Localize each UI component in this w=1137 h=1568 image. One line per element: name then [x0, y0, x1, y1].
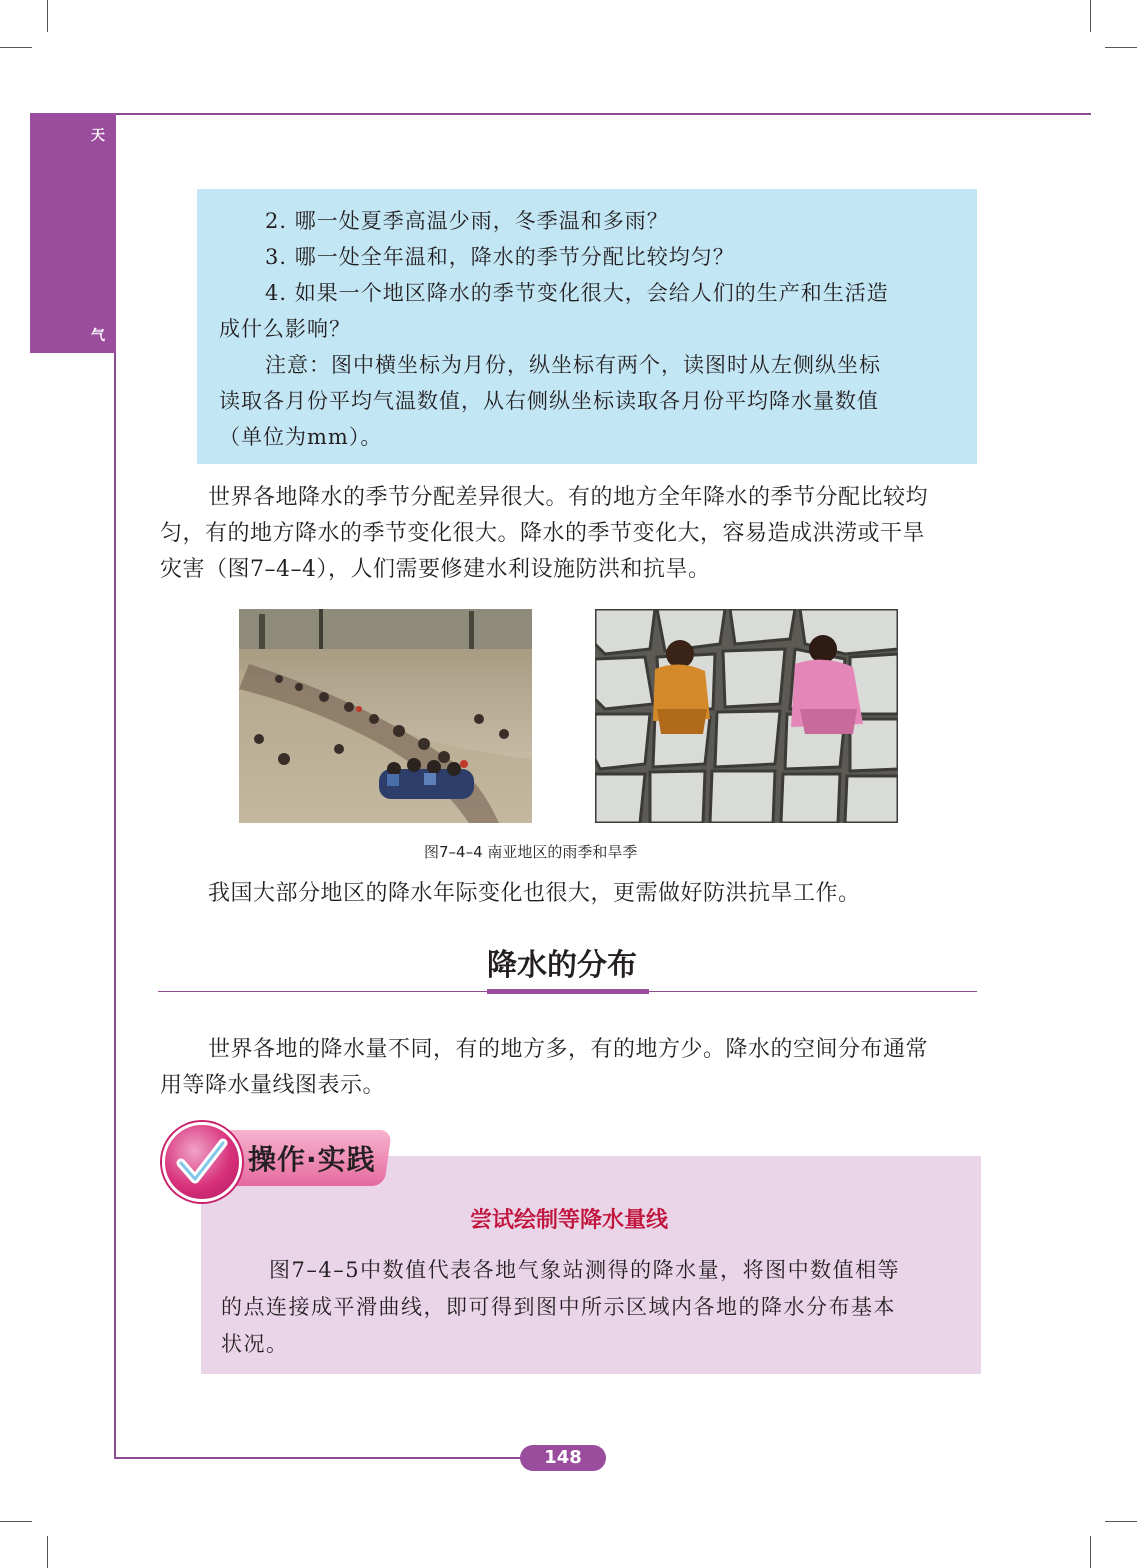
activity-text-line3: 状况。 — [221, 1332, 289, 1356]
figure-caption: 图7–4–4 南亚地区的雨季和旱季 — [424, 843, 638, 861]
note-line3: （单位为mm）。 — [219, 425, 383, 449]
crop-mark — [1090, 1536, 1091, 1568]
body-paragraph-2: 我国大部分地区的降水年际变化也很大，更需做好防洪抗旱工作。 — [208, 881, 861, 906]
side-tab-char-top: 天 — [91, 128, 105, 144]
body-paragraph-1-line1: 世界各地降水的季节分配差异很大。有的地方全年降水的季节分配比较均 — [208, 485, 929, 510]
crop-mark — [47, 1536, 48, 1568]
page-frame-bottom — [114, 1457, 524, 1459]
section-title: 降水的分布 — [487, 948, 637, 983]
question-4-line1: 4. 如果一个地区降水的季节变化很大，会给人们的生产和生活造 — [265, 281, 889, 305]
note-line1: 注意：图中横坐标为月份，纵坐标有两个，读图时从左侧纵坐标 — [265, 353, 881, 377]
section-title-underline — [487, 989, 649, 994]
activity-text-line2: 的点连接成平滑曲线，即可得到图中所示区域内各地的降水分布基本 — [221, 1295, 896, 1319]
note-line2: 读取各月份平均气温数值，从右侧纵坐标读取各月份平均降水量数值 — [219, 389, 879, 413]
crop-mark — [0, 47, 32, 48]
question-3: 3. 哪一处全年温和，降水的季节分配比较均匀？ — [265, 245, 735, 269]
page-number: 148 — [520, 1445, 606, 1471]
question-4-line2: 成什么影响？ — [219, 317, 351, 341]
crop-mark — [47, 0, 48, 32]
body-paragraph-1-line3: 灾害（图7–4–4），人们需要修建水利设施防洪和抗旱。 — [160, 557, 711, 582]
chapter-side-tab — [30, 113, 116, 353]
question-box — [197, 189, 977, 464]
drought-photo-icon — [595, 609, 898, 823]
crop-mark — [1105, 1521, 1137, 1522]
body-paragraph-3-line2: 用等降水量线图表示。 — [160, 1073, 386, 1098]
question-2: 2. 哪一处夏季高温少雨，冬季温和多雨？ — [265, 209, 669, 233]
check-icon — [165, 1125, 239, 1199]
activity-badge-circle — [162, 1122, 242, 1202]
flood-photo-icon — [239, 609, 532, 823]
crop-mark — [1105, 47, 1137, 48]
page-frame-top — [114, 113, 1091, 115]
activity-text-line1: 图7–4–5中数值代表各地气象站测得的降水量，将图中数值相等 — [269, 1258, 901, 1282]
body-paragraph-3-line1: 世界各地的降水量不同，有的地方多，有的地方少。降水的空间分布通常 — [208, 1037, 929, 1062]
body-paragraph-1-line2: 匀，有的地方降水的季节变化很大。降水的季节变化大，容易造成洪涝或干旱 — [160, 521, 926, 546]
drought-photo — [595, 609, 898, 823]
activity-title: 尝试绘制等降水量线 — [470, 1208, 669, 1233]
crop-mark — [0, 1521, 32, 1522]
activity-badge-text: 操作·实践 — [248, 1143, 376, 1176]
flood-photo — [239, 609, 532, 823]
crop-mark — [1090, 0, 1091, 32]
side-tab-char-bottom: 气 — [91, 328, 105, 344]
